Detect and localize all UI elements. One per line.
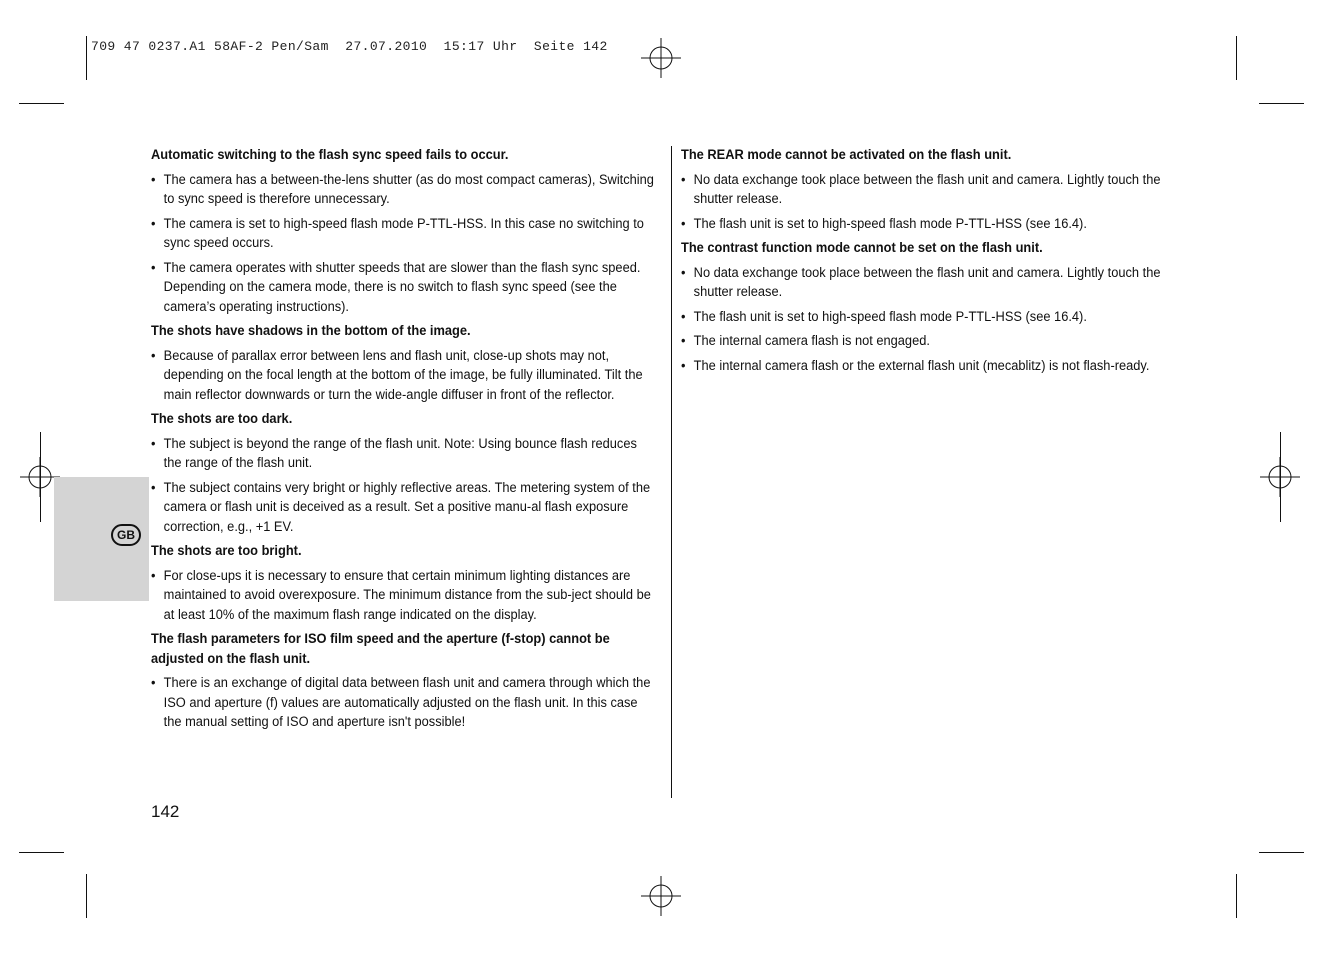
bullet-item — [151, 435, 658, 474]
bullet-icon: • — [681, 171, 686, 188]
section-heading: Automatic switching to the flash sync speed fails to occur. — [151, 147, 509, 163]
troubleshooting-section — [151, 146, 658, 317]
bullet-item — [681, 357, 1161, 377]
registration-mark-bottom-icon — [641, 876, 681, 916]
troubleshooting-section — [151, 410, 658, 537]
bullet-item — [681, 215, 1161, 235]
bullet-item-text: No data exchange took place between the flash unit and camera. Lightly touch the shutter release. — [693, 171, 1161, 207]
bullet-item-text: There is an exchange of digital data between flash unit and camera through which the ISO and aperture (f) values are automatically adjusted on the flash unit. In this case the manual setting of ISO and aperture isn't possible! — [163, 675, 651, 730]
bullet-item-text: For close-ups it is necessary to ensure that certain minimum lighting distances are maintained to avoid overexposure. The minimum distance from the sub-ject should be at least 10% of the maximum flash range indicated on the display. — [163, 567, 651, 623]
bullet-item — [151, 171, 658, 210]
bullet-icon: • — [681, 333, 686, 349]
crop-mark-top-left-h — [19, 103, 64, 104]
crop-mark-top-left-v — [86, 36, 87, 80]
section-heading: The shots have shadows in the bottom of the image. — [151, 323, 471, 339]
bullet-icon: • — [151, 347, 156, 364]
bullet-item-text: The camera is set to high-speed flash mode P-TTL-HSS. In this case no switching to sync speed occurs. — [163, 215, 644, 251]
left-column — [151, 146, 658, 738]
bullet-item-text: The internal camera flash is not engaged. — [693, 333, 930, 349]
language-badge: GB — [111, 524, 141, 546]
registration-mark-right-icon — [1260, 457, 1300, 497]
troubleshooting-section — [681, 146, 1161, 234]
section-heading: The shots are too bright. — [151, 543, 302, 559]
bullet-item-text: The camera operates with shutter speeds that are slower than the flash sync speed. Depending on the camera mode, there is no switch to flash sync speed (see the camera’s operating instructions). — [163, 259, 641, 315]
troubleshooting-section — [681, 239, 1161, 376]
bullet-icon: • — [151, 435, 156, 452]
bullet-icon: • — [151, 259, 156, 276]
bullet-icon: • — [681, 357, 686, 374]
crop-mark-bottom-right-v — [1236, 874, 1237, 918]
bullet-item-text: The flash unit is set to high-speed flash mode P-TTL-HSS (see 16.4). — [693, 308, 1087, 325]
bullet-item — [151, 215, 658, 254]
crop-mark-top-right-v — [1236, 36, 1237, 80]
crop-mark-bottom-left-v — [86, 874, 87, 918]
bullet-item-text: The internal camera flash or the external flash unit (mecablitz) is not flash-ready. — [693, 357, 1150, 374]
troubleshooting-section — [151, 542, 658, 625]
bullet-item — [151, 259, 658, 318]
bullet-item-text: The flash unit is set to high-speed flash mode P-TTL-HSS (see 16.4). — [693, 215, 1087, 232]
crop-mark-top-right-h — [1259, 103, 1304, 104]
section-heading: The shots are too dark. — [151, 411, 293, 427]
bullet-item-text: No data exchange took place between the flash unit and camera. Lightly touch the shutter release. — [693, 264, 1161, 300]
print-slug: 709 47 0237.A1 58AF-2 Pen/Sam 27.07.2010 15:17 Uhr Seite 142 — [91, 39, 608, 54]
bullet-icon: • — [151, 675, 156, 691]
column-divider — [671, 146, 672, 798]
troubleshooting-section — [151, 322, 658, 405]
registration-mark-top-icon — [641, 38, 681, 78]
bullet-item-text: The subject is beyond the range of the flash unit. Note: Using bounce flash reduces the range of the flash unit. — [163, 435, 637, 471]
bullet-item — [151, 479, 658, 538]
bullet-item — [151, 567, 658, 626]
section-heading: The flash parameters for ISO film speed and the aperture (f-stop) cannot be adjusted on the flash unit. — [151, 631, 610, 667]
crop-mark-bottom-left-h — [19, 852, 64, 853]
bullet-item — [151, 347, 658, 406]
section-heading: The contrast function mode cannot be set on the flash unit. — [681, 240, 1043, 256]
bullet-item-text: The camera has a between-the-lens shutter (as do most compact cameras), Switching to sync speed is therefore unnecessary. — [163, 171, 654, 207]
bullet-item-text: Because of parallax error between lens and flash unit, close-up shots may not, depending on the focal length at the bottom of the image, be fully illuminated. Tilt the main reflector downwards or turn the wide-angle diffuser in front of the reflector. — [163, 347, 643, 403]
bullet-icon: • — [151, 215, 156, 232]
crop-mark-bottom-right-h — [1259, 852, 1304, 853]
bullet-icon: • — [151, 479, 156, 496]
bullet-item — [681, 308, 1161, 328]
bullet-icon: • — [681, 308, 686, 325]
bullet-item — [151, 674, 658, 733]
right-column — [681, 146, 1161, 381]
bullet-icon: • — [681, 264, 686, 281]
page-number: 142 — [151, 802, 180, 821]
bullet-icon: • — [681, 215, 686, 232]
bullet-item — [681, 264, 1161, 303]
section-heading: The REAR mode cannot be activated on the flash unit. — [681, 147, 1012, 163]
bullet-item-text: The subject contains very bright or highly reflective areas. The metering system of the camera or flash unit is deceived as a result. Set a positive manu-al flash exposure correction, e.g., +1 EV. — [163, 479, 651, 535]
bullet-icon: • — [151, 567, 156, 584]
troubleshooting-section — [151, 630, 658, 733]
bullet-icon: • — [151, 171, 156, 188]
bullet-item — [681, 332, 1161, 352]
bullet-item — [681, 171, 1161, 210]
